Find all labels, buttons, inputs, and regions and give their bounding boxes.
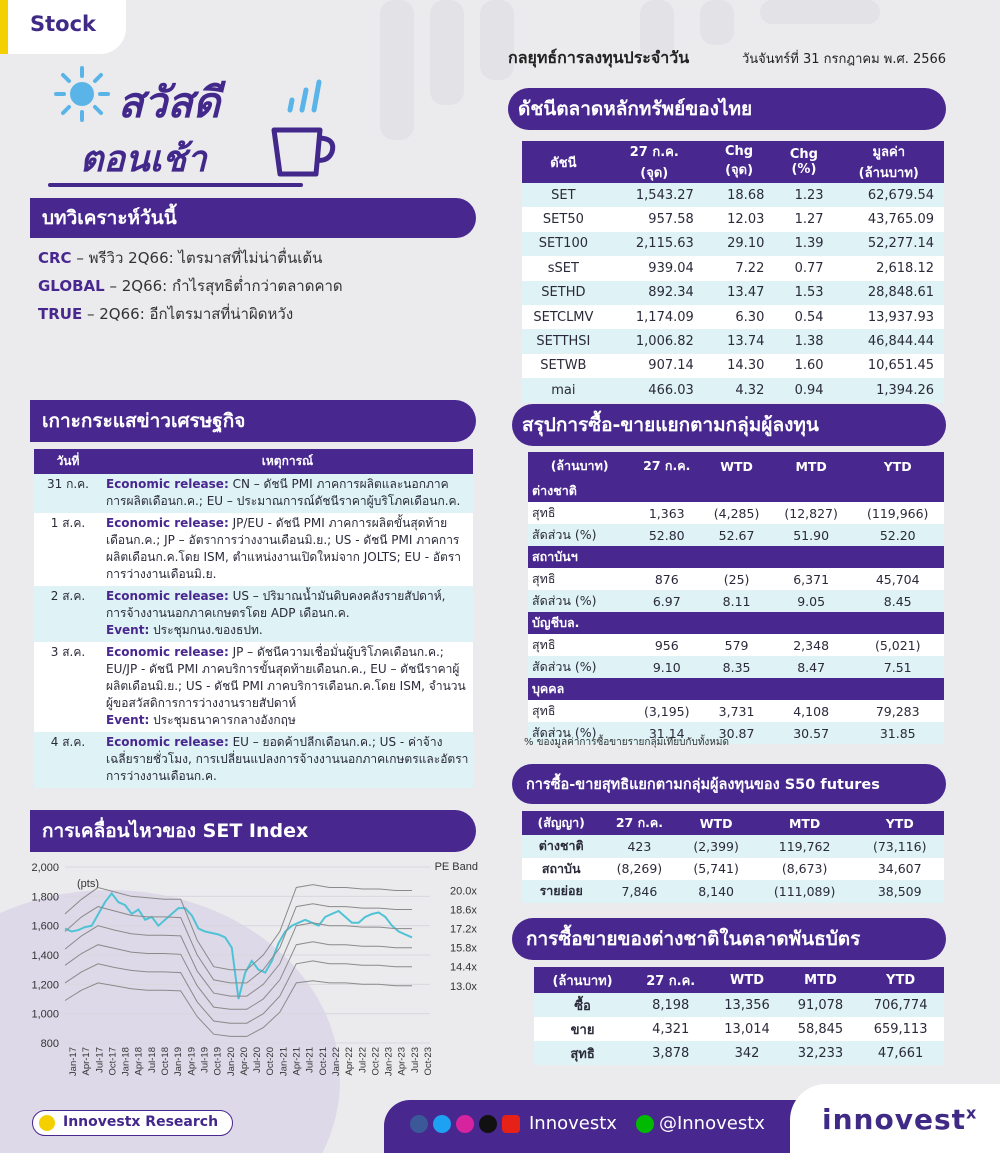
table-row	[534, 1017, 944, 1041]
news-date: 3 ส.ค.	[50, 645, 86, 659]
pe-band-label: 15.8x	[450, 942, 477, 955]
table-row	[522, 880, 944, 903]
table-row	[534, 993, 944, 1017]
stock-tag-label: Stock	[30, 12, 97, 36]
investor-group-row	[528, 678, 944, 700]
table-cell: sSET	[522, 256, 605, 280]
investor-col-header: 27 ก.ค.	[631, 452, 702, 480]
investor-group-row	[528, 612, 944, 634]
bond-header	[512, 918, 946, 960]
analysis-header	[30, 198, 476, 238]
index-title: ดัชนีตลาดหลักทรัพย์ของไทย	[518, 98, 753, 120]
x-tick-label: Jan-23	[383, 1047, 395, 1077]
table-cell: 58,845	[784, 1017, 857, 1041]
research-label: Innovestx Research	[63, 1114, 219, 1130]
research-badge[interactable]	[32, 1110, 233, 1136]
news-col-header: เหตุการณ์	[102, 449, 473, 474]
table-cell: 4,108	[771, 700, 852, 722]
table-cell: 1.27	[774, 207, 833, 231]
x-tick-label: Oct-21	[317, 1047, 329, 1076]
table-cell: 1,363	[631, 502, 702, 524]
table-cell: ซื้อ	[534, 993, 631, 1017]
table-cell: 892.34	[605, 281, 704, 305]
pe-band-label: 20.0x	[450, 885, 477, 898]
pe-band-line	[65, 923, 412, 996]
table-row	[522, 835, 944, 858]
table-cell: (111,089)	[754, 880, 856, 903]
x-tick-label: Jan-20	[225, 1047, 237, 1077]
investor-title: สรุปการซื้อ-ขายแยกตามกลุ่มผู้ลงทุน	[522, 414, 819, 436]
table-cell: 579	[702, 634, 771, 656]
table-cell: 43,765.09	[834, 207, 944, 231]
table-cell: 3,878	[631, 1041, 710, 1065]
x-tick-label: Apr-17	[81, 1047, 93, 1076]
table-row	[528, 656, 944, 678]
table-cell: 38,509	[855, 880, 944, 903]
line-icon[interactable]	[636, 1115, 654, 1133]
table-cell: 6,371	[771, 568, 852, 590]
futures-col-header: (สัญญา)	[522, 811, 600, 835]
table-row	[528, 700, 944, 722]
table-cell: 52.67	[702, 524, 771, 546]
table-cell: 876	[631, 568, 702, 590]
news-table	[34, 449, 473, 788]
investor-note: % ของมูลค่าการซื้อขายรายกลุ่มเทียบกับทั้งหมด	[524, 737, 729, 748]
table-row	[522, 207, 944, 231]
table-cell: 957.58	[605, 207, 704, 231]
table-cell: (12,827)	[771, 502, 852, 524]
table-cell: 13,356	[710, 993, 783, 1017]
x-tick-label: Jan-22	[330, 1047, 342, 1077]
line-name[interactable]: @Innovestx	[658, 1113, 765, 1134]
chart-title: การเคลื่อนไหวของ SET Index	[42, 820, 309, 842]
news-event-label: Economic release:	[106, 589, 229, 603]
index-col-header: Chg (%)	[774, 141, 833, 183]
news-event	[102, 513, 473, 586]
table-cell: 1,174.09	[605, 305, 704, 329]
y-tick-label: 1,800	[31, 891, 59, 904]
table-cell: (8,269)	[600, 858, 678, 881]
table-cell: 47,661	[857, 1041, 944, 1065]
x-tick-label: Oct-20	[265, 1047, 277, 1076]
news-event-text: JP/EU - ดัชนี PMI ภาคการผลิตขั้นสุดท้ายเดือนก.ค.; JP – อัตราการว่างงานเดือนมิ.ย.; US - ดัชนี PMI ภาคการผลิตเดือนก.ค.โดย ISM, ตำแหน่งงานเปิดใหม่จาก JOLTS; EU - อัตราการว่างงานเดือนมิ.ย.	[106, 516, 462, 581]
table-row	[522, 232, 944, 256]
table-cell: (4,285)	[702, 502, 771, 524]
table-cell: 939.04	[605, 256, 704, 280]
table-cell: 956	[631, 634, 702, 656]
band-title: PE Band	[434, 861, 478, 873]
table-cell: 8.35	[702, 656, 771, 678]
set-index-chart	[20, 855, 490, 1095]
table-cell: 9.10	[631, 656, 702, 678]
bond-table	[534, 967, 944, 1065]
y-tick-label: 1,400	[31, 950, 59, 962]
news-event-label: Event:	[106, 713, 150, 727]
magnifier-icon	[39, 1115, 55, 1131]
x-tick-label: Oct-22	[370, 1047, 382, 1076]
table-cell: SETWB	[522, 354, 605, 378]
table-row	[528, 590, 944, 612]
y-tick-label: 1,600	[31, 920, 59, 933]
table-cell: 0.94	[774, 378, 833, 402]
news-event-label: Economic release:	[106, 477, 229, 491]
pe-band-label: 13.0x	[450, 980, 477, 993]
x-tick-label: Oct-23	[423, 1047, 434, 1076]
x-tick-label: Apr-18	[133, 1047, 145, 1076]
steam-icon	[282, 76, 324, 116]
news-event-text: ประชุมกนง.ของธปท.	[149, 623, 263, 637]
table-cell: 28,848.61	[834, 281, 944, 305]
table-cell: 7,846	[600, 880, 678, 903]
investor-group-row	[528, 480, 944, 502]
index-col-header: มูลค่า (ล้านบาท)	[834, 141, 944, 183]
table-cell: 13,014	[710, 1017, 783, 1041]
news-event-text: ประชุมธนาคารกลางอังกฤษ	[149, 713, 296, 727]
table-row	[528, 634, 944, 656]
table-cell: 18.68	[704, 183, 775, 207]
table-cell: 6.30	[704, 305, 775, 329]
table-cell: 31.85	[851, 722, 944, 744]
index-table	[522, 141, 944, 403]
table-cell: 466.03	[605, 378, 704, 402]
x-tick-label: Jul-21	[304, 1047, 316, 1073]
investor-col-header: YTD	[851, 452, 944, 480]
table-cell: 1.53	[774, 281, 833, 305]
futures-title: การซื้อ-ขายสุทธิแยกตามกลุ่มผู้ลงทุนของ S50 futures	[526, 776, 880, 793]
table-cell: (5,741)	[678, 858, 753, 881]
y-tick-label: 800	[40, 1038, 59, 1050]
news-event	[102, 642, 473, 732]
background-decoration	[760, 0, 880, 24]
news-row	[34, 474, 473, 513]
x-tick-label: Jan-17	[68, 1047, 79, 1077]
bond-title: การซื้อขายของต่างชาติในตลาดพันธบัตร	[526, 928, 861, 950]
table-cell: (3,195)	[631, 700, 702, 722]
table-cell: 0.77	[774, 256, 833, 280]
news-date: 4 ส.ค.	[34, 732, 102, 788]
table-row	[528, 568, 944, 590]
table-cell: 30.57	[771, 722, 852, 744]
coffee-cup-icon	[268, 122, 340, 182]
background-decoration	[380, 0, 414, 140]
table-cell: 7.51	[851, 656, 944, 678]
table-cell: 8,140	[678, 880, 753, 903]
news-event-text: CN – ดัชนี PMI ภาคการผลิตและนอกภาคการผลิตเดือนก.ค.; EU – ประมาณการณ์ดัชนีราคาผู้บริโภคเดือนก.ค.	[106, 477, 461, 508]
table-cell: 13.74	[704, 329, 775, 353]
futures-col-header: 27 ก.ค.	[600, 811, 678, 835]
table-cell: สถาบัน	[522, 858, 600, 881]
x-tick-label: Apr-23	[396, 1047, 408, 1076]
table-cell: 45,704	[851, 568, 944, 590]
table-cell: 119,762	[754, 835, 856, 858]
news-header	[30, 400, 476, 442]
futures-col-header: WTD	[678, 811, 753, 835]
news-event-text: EU – ยอดค้าปลีกเดือนก.ค.; US - ค่าจ้างเฉลี่ยรายชั่วโมง, การเปลี่ยนแปลงการจ้างงานนอกภาคเกษตรและอัตราการว่างงานเดือนก.ค.	[106, 735, 469, 783]
table-cell: ขาย	[534, 1017, 631, 1041]
news-date: 1 ส.ค.	[50, 516, 86, 530]
report-date: วันจันทร์ที่ 31 กรกฎาคม พ.ศ. 2566	[742, 52, 947, 67]
news-title: เกาะกระแสข่าวเศรษฐกิจ	[42, 410, 246, 432]
x-tick-label: Oct-18	[160, 1047, 172, 1076]
news-event-text: JP – ดัชนีความเชื่อมั่นผู้บริโภคเดือนก.ค.; EU/JP - ดัชนี PMI ภาคบริการขั้นสุดท้ายเดือนก.ค., EU – ดัชนีราคาผู้ผลิตเดือนมิ.ย.; US - ดัชนี PMI ภาคบริการเดือนก.ค.โดย ISM, จำนวนผู้ขอสวัสดิการการว่างงานรายสัปดาห์	[106, 645, 466, 710]
pe-band-label: 17.2x	[450, 923, 477, 936]
table-cell: 52,277.14	[834, 232, 944, 256]
x-tick-label: Oct-19	[212, 1047, 224, 1076]
table-cell: SETTHSI	[522, 329, 605, 353]
table-cell: 706,774	[857, 993, 944, 1017]
table-cell: 46,844.44	[834, 329, 944, 353]
x-tick-label: Jan-19	[173, 1047, 185, 1077]
table-row	[522, 858, 944, 881]
table-cell: 0.54	[774, 305, 833, 329]
table-cell: 31.14	[631, 722, 702, 744]
table-cell: ต่างชาติ	[522, 835, 600, 858]
table-cell: 1.39	[774, 232, 833, 256]
twitter-icon[interactable]	[433, 1115, 451, 1133]
news-row	[34, 513, 473, 586]
analysis-item: CRC – พรีวิว 2Q66: ไตรมาสที่ไม่น่าตื่นเต้น	[38, 249, 323, 267]
pe-band-line	[65, 904, 412, 983]
table-cell: สุทธิ	[534, 1041, 631, 1065]
table-cell: 13.47	[704, 281, 775, 305]
table-cell: 8,198	[631, 993, 710, 1017]
news-event	[102, 586, 473, 642]
table-cell: 13,937.93	[834, 305, 944, 329]
background-decoration	[430, 0, 464, 105]
x-tick-label: Jul-19	[199, 1047, 211, 1073]
table-cell: 2,348	[771, 634, 852, 656]
pe-band-line	[65, 981, 412, 1037]
table-cell: รายย่อย	[522, 880, 600, 903]
table-cell: 10,651.45	[834, 354, 944, 378]
news-row	[34, 586, 473, 642]
x-tick-label: Apr-21	[291, 1047, 303, 1076]
table-cell: 79,283	[851, 700, 944, 722]
analysis-item: TRUE – 2Q66: อีกไตรมาสที่น่าผิดหวัง	[38, 305, 294, 323]
table-cell: สัดส่วน (%)	[528, 590, 631, 612]
table-cell: สุทธิ	[528, 700, 631, 722]
x-tick-label: Jul-23	[409, 1047, 421, 1073]
news-col-header: วันที่	[34, 449, 102, 474]
investor-col-header: MTD	[771, 452, 852, 480]
table-cell: 907.14	[605, 354, 704, 378]
news-event-label: Economic release:	[106, 735, 229, 749]
index-header	[508, 88, 946, 130]
bond-col-header: WTD	[710, 967, 783, 993]
table-cell: 1,394.26	[834, 378, 944, 402]
table-row	[522, 183, 944, 207]
table-cell: SET	[522, 183, 605, 207]
table-cell: 34,607	[855, 858, 944, 881]
youtube-icon[interactable]	[502, 1115, 520, 1133]
pe-band-label: 18.6x	[450, 904, 477, 917]
table-cell: 51.90	[771, 524, 852, 546]
investor-col-header: (ล้านบาท)	[528, 452, 631, 480]
table-cell: 52.80	[631, 524, 702, 546]
futures-header	[512, 764, 946, 804]
table-cell: 4.32	[704, 378, 775, 402]
table-cell: 1.23	[774, 183, 833, 207]
y-axis-label: (pts)	[77, 878, 99, 890]
sun-icon	[52, 64, 112, 124]
table-row	[522, 256, 944, 280]
futures-table	[522, 811, 944, 903]
bond-col-header: YTD	[857, 967, 944, 993]
table-cell: สุทธิ	[528, 568, 631, 590]
table-cell: 342	[710, 1041, 783, 1065]
social-name[interactable]: Innovestx	[529, 1113, 617, 1134]
x-tick-label: Oct-17	[107, 1047, 119, 1076]
table-cell: 1,006.82	[605, 329, 704, 353]
x-tick-label: Jul-22	[357, 1047, 369, 1073]
table-row	[522, 281, 944, 305]
x-tick-label: Jul-18	[146, 1047, 158, 1073]
news-row	[34, 642, 473, 732]
table-cell: 14.30	[704, 354, 775, 378]
index-col-header: Chg (จุด)	[704, 141, 775, 183]
news-event-text: US – ปริมาณน้ำมันดิบคงคลังรายสัปดาห์, การจ้างงานนอกภาคเกษตรโดย ADP เดือนก.ค.	[106, 589, 446, 620]
table-row	[522, 378, 944, 402]
chart-header	[30, 810, 476, 852]
pe-band-label: 14.4x	[450, 961, 477, 974]
futures-col-header: MTD	[754, 811, 856, 835]
table-cell: 62,679.54	[834, 183, 944, 207]
index-col-header: ดัชนี	[522, 141, 605, 183]
investor-group-name: สถาบันฯ	[528, 546, 944, 568]
table-cell: 1,543.27	[605, 183, 704, 207]
news-event-label: Event:	[106, 623, 150, 637]
analysis-title: บทวิเคราะห์วันนี้	[42, 207, 177, 229]
table-cell: 52.20	[851, 524, 944, 546]
table-cell: 1.38	[774, 329, 833, 353]
table-cell: 659,113	[857, 1017, 944, 1041]
facebook-icon[interactable]	[410, 1115, 428, 1133]
news-event	[102, 474, 473, 513]
table-cell: 2,115.63	[605, 232, 704, 256]
x-tick-label: Jul-20	[252, 1047, 264, 1073]
investor-col-header: WTD	[702, 452, 771, 480]
table-row	[534, 1041, 944, 1065]
table-cell: (73,116)	[855, 835, 944, 858]
table-row	[522, 354, 944, 378]
table-cell: (2,399)	[678, 835, 753, 858]
table-cell: 12.03	[704, 207, 775, 231]
table-cell: SET50	[522, 207, 605, 231]
investor-table	[528, 452, 944, 744]
table-cell: (119,966)	[851, 502, 944, 524]
strategy-title: กลยุทธ์การลงทุนประจำวัน	[508, 48, 690, 67]
table-row	[522, 305, 944, 329]
table-cell: mai	[522, 378, 605, 402]
table-cell: 7.22	[704, 256, 775, 280]
x-tick-label: Jan-21	[278, 1047, 290, 1077]
instagram-icon[interactable]	[456, 1115, 474, 1133]
bond-col-header: (ล้านบาท)	[534, 967, 631, 993]
investor-group-name: ต่างชาติ	[528, 480, 944, 502]
investor-header	[512, 404, 946, 446]
news-date: 31 ก.ค.	[34, 474, 102, 513]
table-cell: 8.45	[851, 590, 944, 612]
table-cell: 2,618.12	[834, 256, 944, 280]
x-tick-label: Jan-18	[120, 1047, 132, 1077]
investor-group-name: บุคคล	[528, 678, 944, 700]
table-cell: 423	[600, 835, 678, 858]
x-tick-label: Apr-22	[344, 1047, 356, 1076]
table-row	[528, 502, 944, 524]
index-col-header: 27 ก.ค. (จุด)	[605, 141, 704, 183]
stock-tag	[0, 0, 126, 54]
table-cell: 3,731	[702, 700, 771, 722]
table-cell: 32,233	[784, 1041, 857, 1065]
x-tick-label: Apr-19	[186, 1047, 198, 1076]
table-cell: 8.11	[702, 590, 771, 612]
table-cell: 29.10	[704, 232, 775, 256]
bond-col-header: 27 ก.ค.	[631, 967, 710, 993]
x-tick-label: Jul-17	[94, 1047, 106, 1073]
table-cell: 6.97	[631, 590, 702, 612]
table-cell: สัดส่วน (%)	[528, 656, 631, 678]
y-tick-label: 1,200	[31, 979, 59, 992]
table-cell: สัดส่วน (%)	[528, 722, 631, 744]
table-cell: 9.05	[771, 590, 852, 612]
investor-group-row	[528, 546, 944, 568]
news-event	[102, 732, 473, 788]
table-cell: สุทธิ	[528, 634, 631, 656]
table-row	[522, 329, 944, 353]
news-row	[34, 732, 473, 788]
table-cell: 8.47	[771, 656, 852, 678]
table-cell: 1.60	[774, 354, 833, 378]
table-cell: 4,321	[631, 1017, 710, 1041]
futures-col-header: YTD	[855, 811, 944, 835]
investor-group-name: บัญชีบล.	[528, 612, 944, 634]
y-tick-label: 1,000	[31, 1008, 59, 1021]
table-cell: 30.87	[702, 722, 771, 744]
news-date: 2 ส.ค.	[34, 586, 102, 642]
table-cell: สัดส่วน (%)	[528, 524, 631, 546]
greeting-line-2: ตอนเช้า	[80, 139, 207, 180]
news-event-label: Economic release:	[106, 516, 229, 530]
table-cell: SETCLMV	[522, 305, 605, 329]
news-event-label: Economic release:	[106, 645, 229, 659]
table-cell: สุทธิ	[528, 502, 631, 524]
greeting-underline	[48, 183, 303, 187]
greeting-line-1: สวัสดี	[118, 78, 221, 127]
tiktok-icon[interactable]	[479, 1115, 497, 1133]
table-cell: SET100	[522, 232, 605, 256]
analysis-item: GLOBAL – 2Q66: กำไรสุทธิต่ำกว่าตลาดคาด	[38, 277, 343, 295]
x-tick-label: Apr-20	[238, 1047, 250, 1076]
y-tick-label: 2,000	[31, 862, 59, 874]
table-cell: (8,673)	[754, 858, 856, 881]
table-cell: (5,021)	[851, 634, 944, 656]
table-cell: (25)	[702, 568, 771, 590]
brand-logo: innovest$^x$	[822, 1103, 978, 1136]
social-links	[410, 1113, 765, 1134]
table-row	[528, 524, 944, 546]
background-decoration	[700, 0, 734, 45]
bond-col-header: MTD	[784, 967, 857, 993]
table-cell: 91,078	[784, 993, 857, 1017]
table-cell: SETHD	[522, 281, 605, 305]
